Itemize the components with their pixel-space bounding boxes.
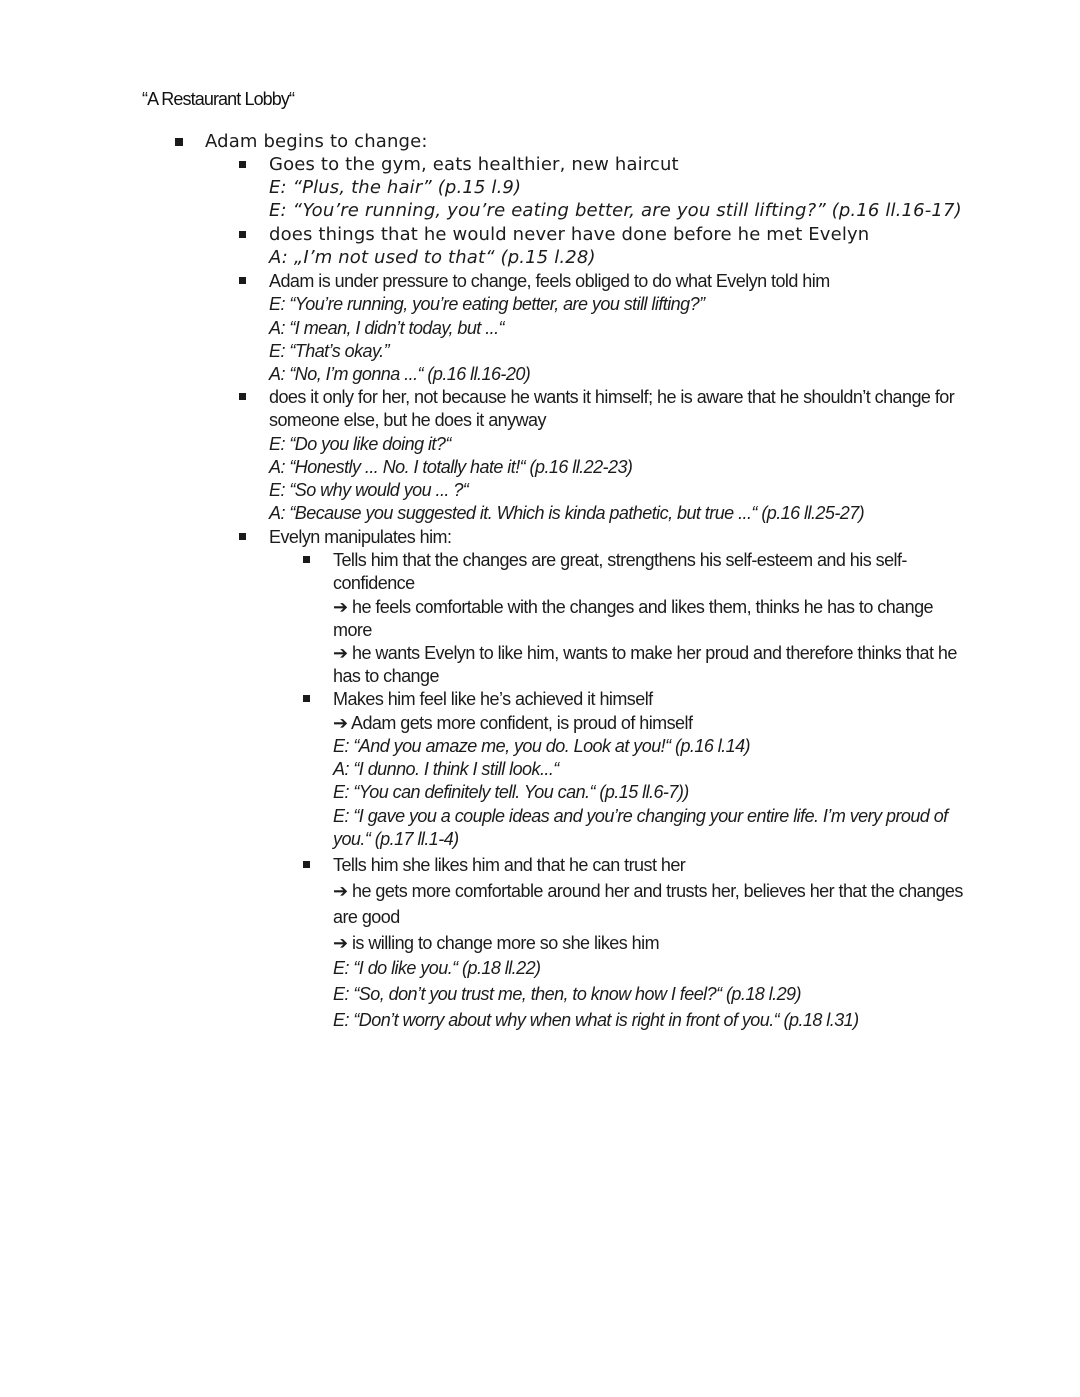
bullet-item: Adam is under pressure to change, feels obliged to do what Evelyn told him xyxy=(269,271,830,291)
bullet-marker-icon xyxy=(303,556,310,563)
bullet-item: Tells him that the changes are great, strengthens his self-esteem and his self- xyxy=(333,550,907,570)
outline-line: ➔ Adam gets more confident, is proud of himself xyxy=(333,713,693,733)
bullet-item: Evelyn manipulates him: xyxy=(269,527,452,547)
outline-line: A: „I’m not used to that“ (p.15 l.28) xyxy=(269,247,596,268)
bullet-item: Makes him feel like he’s achieved it himself xyxy=(333,689,653,709)
bullet-marker-icon xyxy=(239,231,246,238)
bullet-item: does things that he would never have done before he met Evelyn xyxy=(269,224,870,245)
outline-line: E: “You’re running, you’re eating better, are you still lifting?” (p.16 ll.16-17) xyxy=(269,200,962,221)
outline-line: E: “Don’t worry about why when what is right in front of you.“ (p.18 l.31) xyxy=(333,1010,859,1030)
bullet-marker-icon xyxy=(239,533,246,540)
outline-line: ➔ he wants Evelyn to like him, wants to make her proud and therefore thinks that he xyxy=(333,643,957,663)
bullet-marker-icon xyxy=(303,695,310,702)
bullet-item: Tells him she likes him and that he can trust her xyxy=(333,855,686,875)
outline-line: has to change xyxy=(333,666,439,686)
outline-line: A: “I dunno. I think I still look...“ xyxy=(333,759,559,779)
outline-line: more xyxy=(333,620,372,640)
outline-line: someone else, but he does it anyway xyxy=(269,410,546,430)
bullet-marker-icon xyxy=(239,161,246,168)
bullet-item: does it only for her, not because he wants it himself; he is aware that he shouldn’t change for xyxy=(269,387,955,407)
outline-line: E: “Do you like doing it?“ xyxy=(269,434,451,454)
bullet-marker-icon xyxy=(239,393,246,400)
outline-line: are good xyxy=(333,907,400,927)
outline-line: E: “Plus, the hair” (p.15 l.9) xyxy=(269,177,522,198)
outline-line: E: “I gave you a couple ideas and you’re changing your entire life. I’m very proud of xyxy=(333,806,948,826)
bullet-marker-icon xyxy=(303,861,310,868)
outline-line: ➔ he feels comfortable with the changes and likes them, thinks he has to change xyxy=(333,597,934,617)
outline-line: ➔ he gets more comfortable around her and trusts her, believes her that the changes xyxy=(333,881,963,901)
outline-line: A: “Because you suggested it. Which is kinda pathetic, but true ...“ (p.16 ll.25-27) xyxy=(269,503,865,523)
outline-line: E: “So, don’t you trust me, then, to know how I feel?“ (p.18 l.29) xyxy=(333,984,801,1004)
outline-line: E: “So why would you ... ?“ xyxy=(269,480,469,500)
outline-line: A: “No, I’m gonna ...“ (p.16 ll.16-20) xyxy=(269,364,531,384)
outline-line: E: “And you amaze me, you do. Look at you!“ (p.16 l.14) xyxy=(333,736,750,756)
page-title: “A Restaurant Lobby“ xyxy=(142,89,295,109)
outline-line: E: “That’s okay.” xyxy=(269,341,390,361)
bullet-item: Goes to the gym, eats healthier, new haircut xyxy=(269,154,679,175)
bullet-item: Adam begins to change: xyxy=(205,131,428,152)
bullet-marker-icon xyxy=(175,138,183,146)
outline-line: A: “I mean, I didn’t today, but ...“ xyxy=(269,318,504,338)
outline-line: A: “Honestly ... No. I totally hate it!“ (p.16 ll.22-23) xyxy=(269,457,633,477)
outline-line: E: “I do like you.“ (p.18 ll.22) xyxy=(333,958,541,978)
outline-line: ➔ is willing to change more so she likes him xyxy=(333,933,660,953)
outline-line: E: “You’re running, you’re eating better, are you still lifting?” xyxy=(269,294,705,314)
bullet-marker-icon xyxy=(239,277,246,284)
outline-line: E: “You can definitely tell. You can.“ (p.15 ll.6-7)) xyxy=(333,782,689,802)
outline-line: confidence xyxy=(333,573,415,593)
outline-line: you.“ (p.17 ll.1-4) xyxy=(333,829,459,849)
